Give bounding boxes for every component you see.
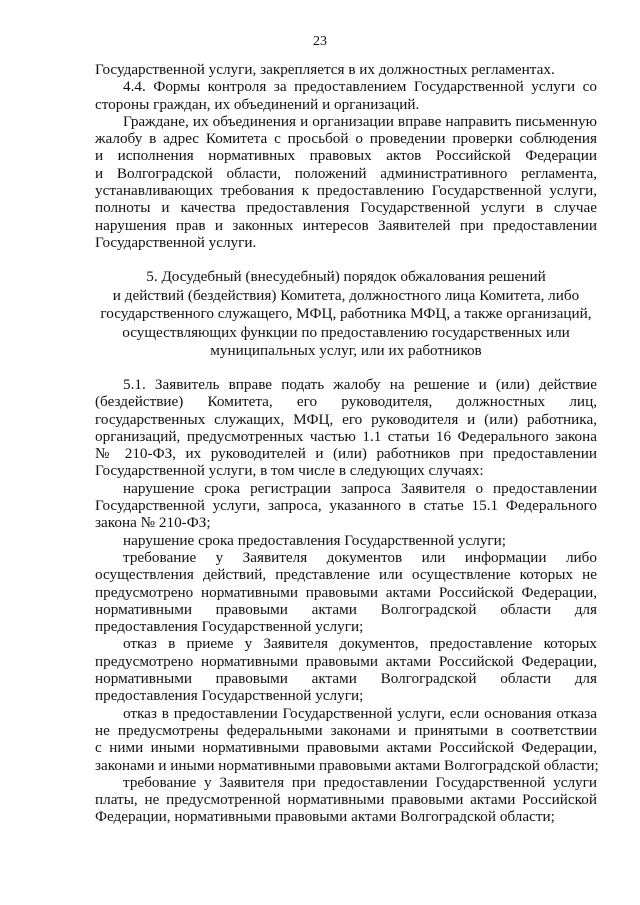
paragraph-block-complaints [95, 376, 597, 826]
page-number: 23 [313, 34, 327, 49]
text-line: предусмотрено нормативными правовыми актами Российской Федерации, [95, 652, 597, 670]
heading-line: осуществляющих функции по предоставлению государственных или [122, 323, 570, 341]
text-line: нарушения прав и законных интересов Заявителей при предоставлении [95, 216, 597, 234]
text-line: не предусмотрены федеральными законами и принятыми в соответствии [95, 721, 597, 739]
text-line: полноты и качества предоставления Государственной услуги в случае [95, 199, 597, 217]
text-line: нормативными правовыми актами Волгоградской области для [95, 600, 597, 618]
text-line: платы, не предусмотренной нормативными правовыми актами Российской [95, 791, 597, 809]
text-line: предоставления Государственной услуги; [95, 687, 364, 705]
text-line: жалобу в адрес Комитета с просьбой о проведении проверки соблюдения [95, 130, 597, 148]
text-line: № 210-ФЗ, их руководителей и (или) работников при предоставлении [95, 445, 597, 463]
text-line: требование у Заявителя документов или информации либо [123, 548, 597, 566]
text-line: нарушение срока регистрации запроса Заявителя о предоставлении [123, 479, 597, 497]
text-line: Федерации, нормативными правовыми актами Волгоградской области; [95, 808, 555, 826]
heading-line: муниципальных услуг, или их работников [210, 342, 482, 360]
text-line: и исполнения нормативных правовых актов Российской Федерации [95, 147, 597, 165]
text-line: организаций, предусмотренных частью 1.1 статьи 16 Федерального закона [95, 427, 597, 445]
text-line: законами и иными нормативными правовыми актами Волгоградской области; [95, 756, 599, 774]
text-line: нарушение срока предоставления Государственной услуги; [123, 531, 507, 549]
text-line: Государственной услуги, закрепляется в их должностных регламентах. [95, 61, 555, 78]
text-line: (бездействие) Комитета, его руководителя, должностных лиц, [95, 393, 597, 411]
text-line: Граждане, их объединения и организации вправе направить письменную [123, 112, 597, 130]
paragraph-block-control [95, 61, 597, 251]
section-heading [95, 268, 597, 361]
heading-line: и действий (бездействия) Комитета, должностного лица Комитета, либо [112, 286, 580, 304]
text-line: предусмотрено нормативными правовыми актами Российской Федерации, [95, 583, 597, 601]
text-line: устанавливающих требования к предоставлению Государственной услуги, [95, 182, 597, 200]
text-line: закона № 210-ФЗ; [95, 514, 211, 532]
heading-line: 5. Досудебный (внесудебный) порядок обжалования решений [146, 268, 546, 285]
text-line: стороны граждан, их объединений и организаций. [95, 95, 420, 113]
text-line: 5.1. Заявитель вправе подать жалобу на решение и (или) действие [123, 376, 597, 393]
text-line: государственных служащих, МФЦ, его руководителя и (или) работника, [95, 410, 597, 428]
text-line: Государственной услуги. [95, 233, 257, 251]
text-line: нормативными правовыми актами Волгоградской области для [95, 670, 597, 688]
text-line: осуществления действий, представление или осуществление которых не [95, 566, 597, 584]
text-line: с ними иными нормативными правовыми актами Российской Федерации, [95, 739, 597, 757]
text-line: и Волгоградской области, положений административного регламента, [95, 164, 597, 182]
text-line: Государственной услуги, запроса, указанного в статье 15.1 Федерального [95, 497, 597, 515]
text-line: предоставления Государственной услуги; [95, 618, 364, 636]
text-line: отказ в предоставлении Государственной услуги, если основания отказа [123, 704, 597, 722]
text-line: 4.4. Формы контроля за предоставлением Государственной услуги со [123, 78, 597, 96]
text-line: требование у Заявителя при предоставлении Государственной услуги [123, 773, 597, 791]
heading-line: государственного служащего, МФЦ, работника МФЦ, а также организаций, [100, 305, 592, 323]
text-line: Государственной услуги, в том числе в следующих случаях: [95, 462, 484, 480]
text-line: отказ в приеме у Заявителя документов, предоставление которых [123, 635, 597, 653]
